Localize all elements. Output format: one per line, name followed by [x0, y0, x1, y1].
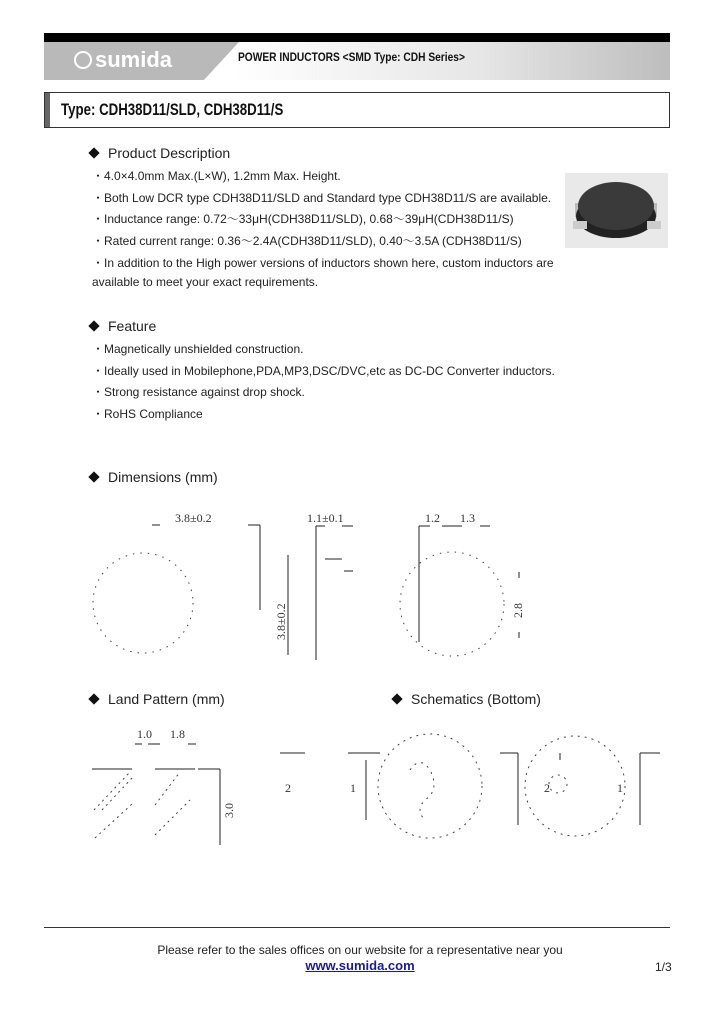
- footer-divider: [44, 927, 670, 928]
- section-heading: Land Pattern (mm): [108, 691, 225, 707]
- dim-thickness-label: 1.1±0.1: [307, 511, 344, 525]
- dim-d1-label: 1.2: [425, 511, 440, 525]
- desc-line: ・Inductance range: 0.72～33μH(CDH38D11/SLD), 0.68～39μH(CDH38D11/S): [92, 212, 514, 226]
- diamond-bullet-icon: [88, 693, 99, 704]
- dim-height-label: 3.8±0.2: [274, 603, 288, 640]
- section-land-pattern: [86, 691, 225, 707]
- schematic-pin2-label-b: 2: [544, 781, 550, 795]
- website-link-text[interactable]: www.sumida.com: [305, 958, 415, 973]
- schematic-pin2-label: 2: [285, 781, 291, 795]
- page-number: 1/3: [655, 960, 672, 974]
- feature-line: ・RoHS Compliance: [92, 407, 203, 421]
- feature-line: ・Magnetically unshielded construction.: [92, 342, 304, 356]
- header-title: POWER INDUCTORS <SMD Type: CDH Series>: [238, 50, 465, 64]
- top-bar: [44, 33, 670, 42]
- type-title: Type: CDH38D11/SLD, CDH38D11/S: [61, 100, 284, 119]
- desc-line: ・4.0×4.0mm Max.(L×W), 1.2mm Max. Height.: [92, 169, 341, 183]
- dimensions-drawing: [80, 500, 560, 670]
- schematic-pin1-label: 1: [350, 781, 356, 795]
- dim-d3-label: 2.8: [511, 603, 525, 618]
- desc-line: available to meet your exact requirements.: [92, 275, 319, 289]
- logo-icon: [74, 51, 92, 69]
- land-a-label: 1.0: [137, 727, 152, 741]
- product-photo: [565, 173, 668, 248]
- land-pattern-and-schematics-drawing: [80, 720, 660, 850]
- logo-text: sumida: [95, 47, 173, 72]
- diamond-bullet-icon: [88, 147, 99, 158]
- desc-line: ・Rated current range: 0.36～2.4A(CDH38D11/SLD), 0.40～3.5A (CDH38D11/S): [92, 234, 522, 248]
- inductor-image: [565, 173, 668, 248]
- section-product-description: [86, 145, 230, 161]
- type-title-box: [44, 92, 670, 128]
- section-schematics: [389, 691, 541, 707]
- type-title-accent: [45, 93, 50, 127]
- header-banner: [44, 42, 670, 80]
- website-link[interactable]: [0, 958, 720, 973]
- schematic-pin1-label-b: 1: [617, 781, 623, 795]
- land-c-label: 3.0: [222, 803, 236, 818]
- diamond-bullet-icon: [391, 693, 402, 704]
- desc-line: ・In addition to the High power versions of inductors shown here, custom inductors are: [92, 256, 554, 270]
- section-heading: Product Description: [108, 145, 231, 161]
- footer-note: Please refer to the sales offices on our website for a representative near you: [157, 943, 563, 957]
- sumida-logo: [74, 47, 172, 73]
- land-b-label: 1.8: [170, 727, 185, 741]
- feature-line: ・Strong resistance against drop shock.: [92, 385, 305, 399]
- dim-d2-label: 1.3: [460, 511, 475, 525]
- section-heading: Feature: [108, 318, 157, 334]
- dim-width-label: 3.8±0.2: [175, 511, 212, 525]
- section-feature: [86, 318, 156, 334]
- diamond-bullet-icon: [88, 471, 99, 482]
- diamond-bullet-icon: [88, 320, 99, 331]
- desc-line: ・Both Low DCR type CDH38D11/SLD and Standard type CDH38D11/S are available.: [92, 191, 552, 205]
- feature-line: ・Ideally used in Mobilephone,PDA,MP3,DSC/DVC,etc as DC-DC Converter inductors.: [92, 364, 555, 378]
- section-heading: Dimensions (mm): [108, 469, 218, 485]
- section-dimensions: [86, 469, 218, 485]
- section-heading: Schematics (Bottom): [411, 691, 541, 707]
